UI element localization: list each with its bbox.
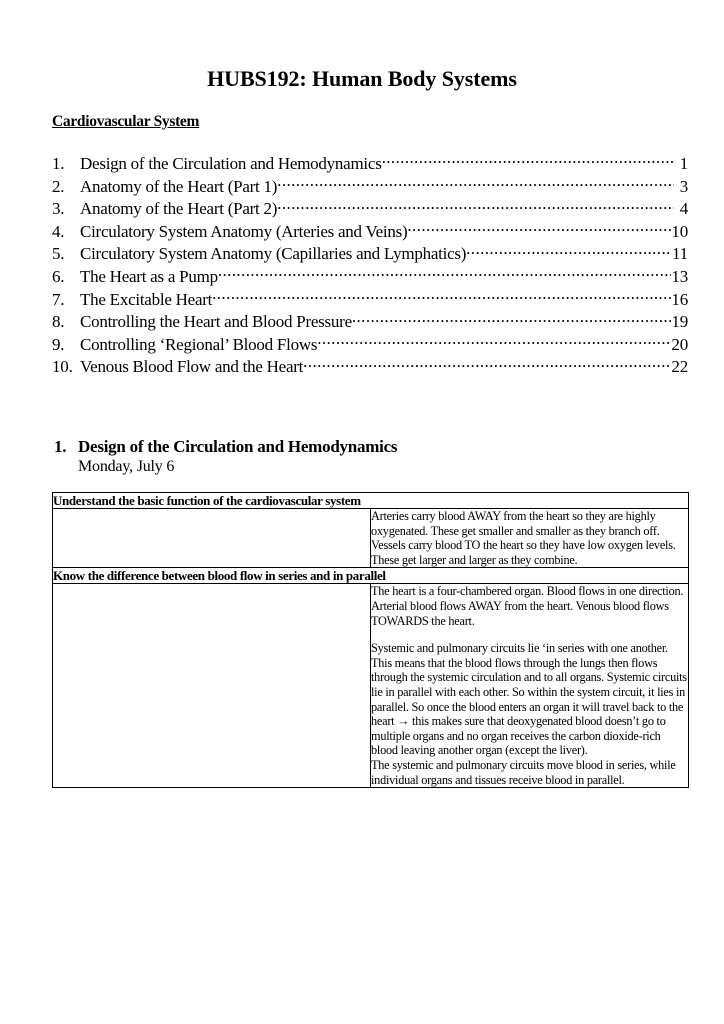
lecture-title: Design of the Circulation and Hemodynamics [78, 437, 398, 456]
toc-entry-page: 10 [671, 221, 688, 241]
toc-entry-label: Circulatory System Anatomy (Arteries and Veins) [80, 221, 408, 241]
toc-entry[interactable] [52, 310, 688, 333]
toc-dot-leader [466, 242, 672, 259]
toc-entry[interactable] [52, 333, 688, 356]
lecture-number: 1. [54, 437, 67, 456]
toc-entry-page: 1 [679, 154, 688, 173]
toc-entry-number: 9. [52, 334, 65, 354]
toc-entry[interactable] [52, 197, 688, 220]
toc-entry-number: 6. [52, 266, 65, 286]
notes-body-cell [371, 584, 689, 788]
toc-entry[interactable] [52, 265, 688, 288]
notes-gutter-cell [53, 584, 371, 788]
toc-entry-number: 10. [52, 357, 73, 377]
toc-entry-number: 2. [52, 176, 65, 196]
toc-entry-label: Circulatory System Anatomy (Capillaries and Lymphatics) [80, 244, 467, 264]
toc-entry-label: The Heart as a Pump [80, 266, 218, 286]
toc-entry-number: 7. [52, 289, 65, 309]
toc-entry-number: 8. [52, 312, 65, 332]
toc-dot-leader [407, 220, 671, 237]
toc-dot-leader [303, 355, 671, 372]
toc-dot-leader [277, 197, 674, 214]
objective-header-row [53, 493, 689, 509]
notes-gutter-cell [53, 509, 371, 568]
toc-dot-leader [352, 310, 672, 327]
toc-entry-number: 1. [52, 154, 65, 173]
toc-entry-label: Design of the Circulation and Hemodynamics [80, 154, 382, 173]
notes-paragraph: Systemic and pulmonary circuits lie ‘in series with one another. This means that the blood flows through the lungs then flows through the systemic circulation and to all organs. Systemic circuits lie in parallel with each other. So within the system circuit, it lies in parallel. So once the blood enters an organ it will travel back to the heart → this makes sure that deoxygenated blood doesn’t go to multiple organs and no organ receives the carbon dioxide-rich blood leaving another organ (except the liver). [371, 641, 687, 758]
toc-entry-label: The Excitable Heart [80, 289, 213, 309]
notes-body-cell [371, 509, 689, 568]
toc-entry[interactable] [52, 175, 688, 198]
toc-entry[interactable] [52, 152, 688, 175]
lecture-notes-table [52, 492, 689, 788]
toc-dot-leader [277, 175, 674, 192]
toc-entry-label: Controlling ‘Regional’ Blood Flows [80, 334, 318, 354]
toc-entry-page: 11 [672, 244, 688, 264]
toc-entry[interactable] [52, 242, 688, 265]
notes-paragraph: Arteries carry blood AWAY from the heart so they are highly oxygenated. These get smaller and smaller as they branch off. [371, 509, 660, 538]
toc-entry-label: Controlling the Heart and Blood Pressure [80, 312, 352, 332]
lecture-date: Monday, July 6 [78, 458, 175, 475]
objective-heading: Know the difference between blood flow in series and in parallel [53, 568, 689, 584]
toc-entry-number: 5. [52, 244, 65, 264]
toc-entry-label: Venous Blood Flow and the Heart [80, 357, 304, 377]
toc-entry-page: 22 [671, 357, 688, 377]
objective-heading: Understand the basic function of the cardiovascular system [53, 493, 689, 509]
notes-paragraph: Vessels carry blood TO the heart so they have low oxygen levels. These get larger and larger as they combine. [371, 538, 676, 567]
toc-dot-leader [212, 288, 671, 305]
toc-entry-label: Anatomy of the Heart (Part 2) [80, 199, 278, 219]
toc-entry-page: 20 [671, 334, 688, 354]
notes-content-row [53, 509, 689, 568]
toc-entry-page: 4 [679, 199, 688, 219]
toc-dot-leader [382, 152, 674, 169]
toc-dot-leader [218, 265, 672, 282]
notes-paragraph: The heart is a four-chambered organ. Blood flows in one direction. Arterial blood flows AWAY from the heart. Venous blood flows TOWARDS the heart. [371, 584, 684, 628]
toc-entry-number: 4. [52, 221, 65, 241]
toc-entry[interactable] [52, 288, 688, 311]
toc-entry-page: 16 [671, 289, 688, 309]
table-of-contents [52, 152, 688, 378]
toc-entry-page: 13 [671, 266, 688, 286]
toc-entry[interactable] [52, 220, 688, 243]
toc-entry-label: Anatomy of the Heart (Part 1) [80, 176, 278, 196]
lecture-heading [54, 437, 397, 457]
toc-entry[interactable] [52, 355, 688, 378]
objective-header-row [53, 568, 689, 584]
toc-entry-number: 3. [52, 199, 65, 219]
toc-entry-page: 19 [671, 312, 688, 332]
subject-heading: Cardiovascular System [52, 113, 200, 130]
document-title: HUBS192: Human Body Systems [207, 66, 517, 91]
toc-entry-page: 3 [679, 176, 688, 196]
notes-content-row [53, 584, 689, 788]
notes-paragraph: The systemic and pulmonary circuits move blood in series, while individual organs and tissues receive blood in parallel. [371, 757, 676, 787]
toc-dot-leader [317, 333, 671, 350]
